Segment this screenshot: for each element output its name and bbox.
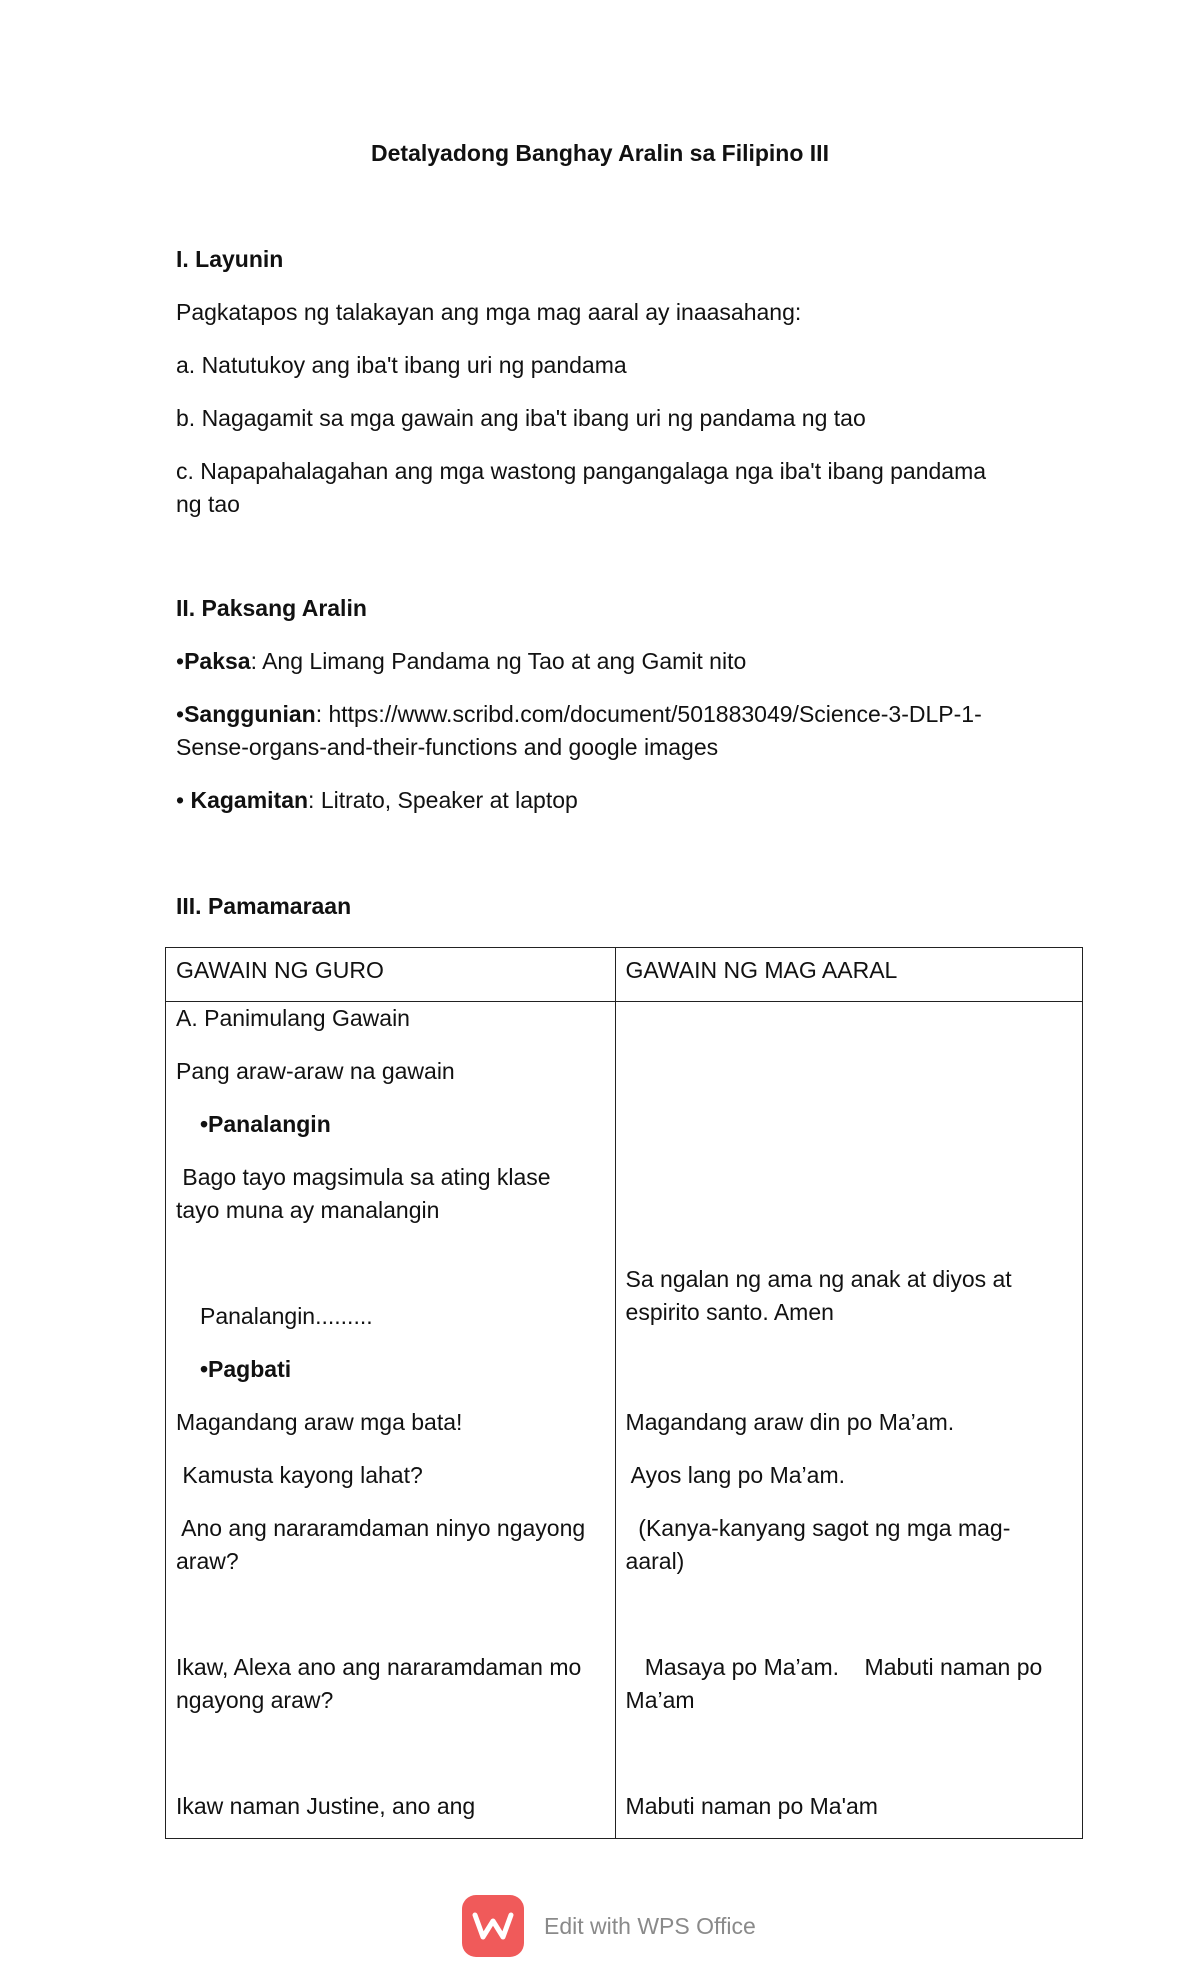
section-heading-layunin: I. Layunin bbox=[176, 246, 284, 272]
teacher-line: Ano ang nararamdaman ninyo ngayong bbox=[176, 1515, 586, 1541]
sanggunian-line bbox=[176, 698, 1026, 731]
table-header-row bbox=[166, 948, 1083, 1002]
kagamitan-label: Kagamitan bbox=[190, 787, 309, 813]
header-teacher-label: GAWAIN NG GURO bbox=[176, 957, 384, 983]
activity-table bbox=[165, 947, 1083, 1839]
paksa-value: : Ang Limang Pandama ng Tao at ang Gamit nito bbox=[250, 648, 747, 674]
teacher-line: Panalangin......... bbox=[200, 1303, 373, 1329]
student-line: Masaya po Ma’am. Mabuti naman po bbox=[625, 1654, 1043, 1680]
objective-c-continued: ng tao bbox=[176, 491, 240, 517]
student-line: Ma’am bbox=[625, 1687, 695, 1713]
teacher-line-pagbati: •Pagbati bbox=[200, 1356, 292, 1382]
paksa-line bbox=[176, 645, 1026, 678]
teacher-activity-cell bbox=[166, 1002, 616, 1839]
teacher-line: Magandang araw mga bata! bbox=[176, 1409, 463, 1435]
bullet: • bbox=[176, 787, 191, 813]
objective-c: c. Napapahalagahan ang mga wastong pangangalaga nga iba't ibang pandama bbox=[176, 458, 987, 484]
sanggunian-value: : https://www.scribd.com/document/501883049/Science-3-DLP-1- bbox=[315, 701, 982, 727]
teacher-line: Ikaw, Alexa ano ang nararamdaman mo bbox=[176, 1654, 582, 1680]
teacher-line: Bago tayo magsimula sa ating klase bbox=[176, 1164, 551, 1190]
student-line: aaral) bbox=[625, 1548, 685, 1574]
section-heading-paksang-aralin: II. Paksang Aralin bbox=[176, 595, 367, 621]
paksa-label: Paksa bbox=[184, 648, 251, 674]
wps-edit-link[interactable]: Edit with WPS Office bbox=[544, 1912, 756, 1939]
objective-a: a. Natutukoy ang iba't ibang uri ng pandama bbox=[176, 352, 627, 378]
student-line: Mabuti naman po Ma'am bbox=[625, 1793, 878, 1819]
teacher-line: tayo muna ay manalangin bbox=[176, 1197, 440, 1223]
objective-b: b. Nagagamit sa mga gawain ang iba't ibang uri ng pandama ng tao bbox=[176, 405, 866, 431]
header-cell-teacher bbox=[166, 948, 616, 1002]
wps-logo-glyph bbox=[471, 1909, 515, 1943]
header-student-label: GAWAIN NG MAG AARAL bbox=[625, 957, 898, 983]
header-cell-student bbox=[615, 948, 1082, 1002]
teacher-line-panalangin: •Panalangin bbox=[200, 1111, 331, 1137]
student-line: Magandang araw din po Ma’am. bbox=[625, 1409, 955, 1435]
wps-edit-banner[interactable] bbox=[462, 1894, 756, 1958]
sanggunian-line-continued: Sense-organs-and-their-functions and google images bbox=[176, 734, 719, 760]
kagamitan-line bbox=[176, 784, 1026, 817]
student-line: espirito santo. Amen bbox=[625, 1299, 834, 1325]
teacher-line: A. Panimulang Gawain bbox=[176, 1005, 410, 1031]
wps-logo-icon[interactable] bbox=[462, 1895, 524, 1957]
teacher-line: ngayong araw? bbox=[176, 1687, 334, 1713]
teacher-line: araw? bbox=[176, 1548, 239, 1574]
teacher-line: Ikaw naman Justine, ano ang bbox=[176, 1793, 476, 1819]
layunin-intro: Pagkatapos ng talakayan ang mga mag aaral ay inaasahang: bbox=[176, 299, 802, 325]
bullet: • bbox=[176, 701, 185, 727]
table-row bbox=[166, 1002, 1083, 1839]
kagamitan-value: : Litrato, Speaker at laptop bbox=[308, 787, 578, 813]
bullet: • bbox=[176, 648, 185, 674]
teacher-line: Kamusta kayong lahat? bbox=[176, 1462, 423, 1488]
student-line: Ayos lang po Ma’am. bbox=[625, 1462, 846, 1488]
student-line: (Kanya-kanyang sagot ng mga mag- bbox=[625, 1515, 1011, 1541]
student-activity-cell bbox=[615, 1002, 1082, 1839]
teacher-line: Pang araw-araw na gawain bbox=[176, 1058, 455, 1084]
document-title: Detalyadong Banghay Aralin sa Filipino III bbox=[371, 140, 829, 166]
student-line: Sa ngalan ng ama ng anak at diyos at bbox=[625, 1266, 1012, 1292]
sanggunian-label: Sanggunian bbox=[184, 701, 316, 727]
section-heading-pamamaraan: III. Pamamaraan bbox=[176, 893, 352, 919]
